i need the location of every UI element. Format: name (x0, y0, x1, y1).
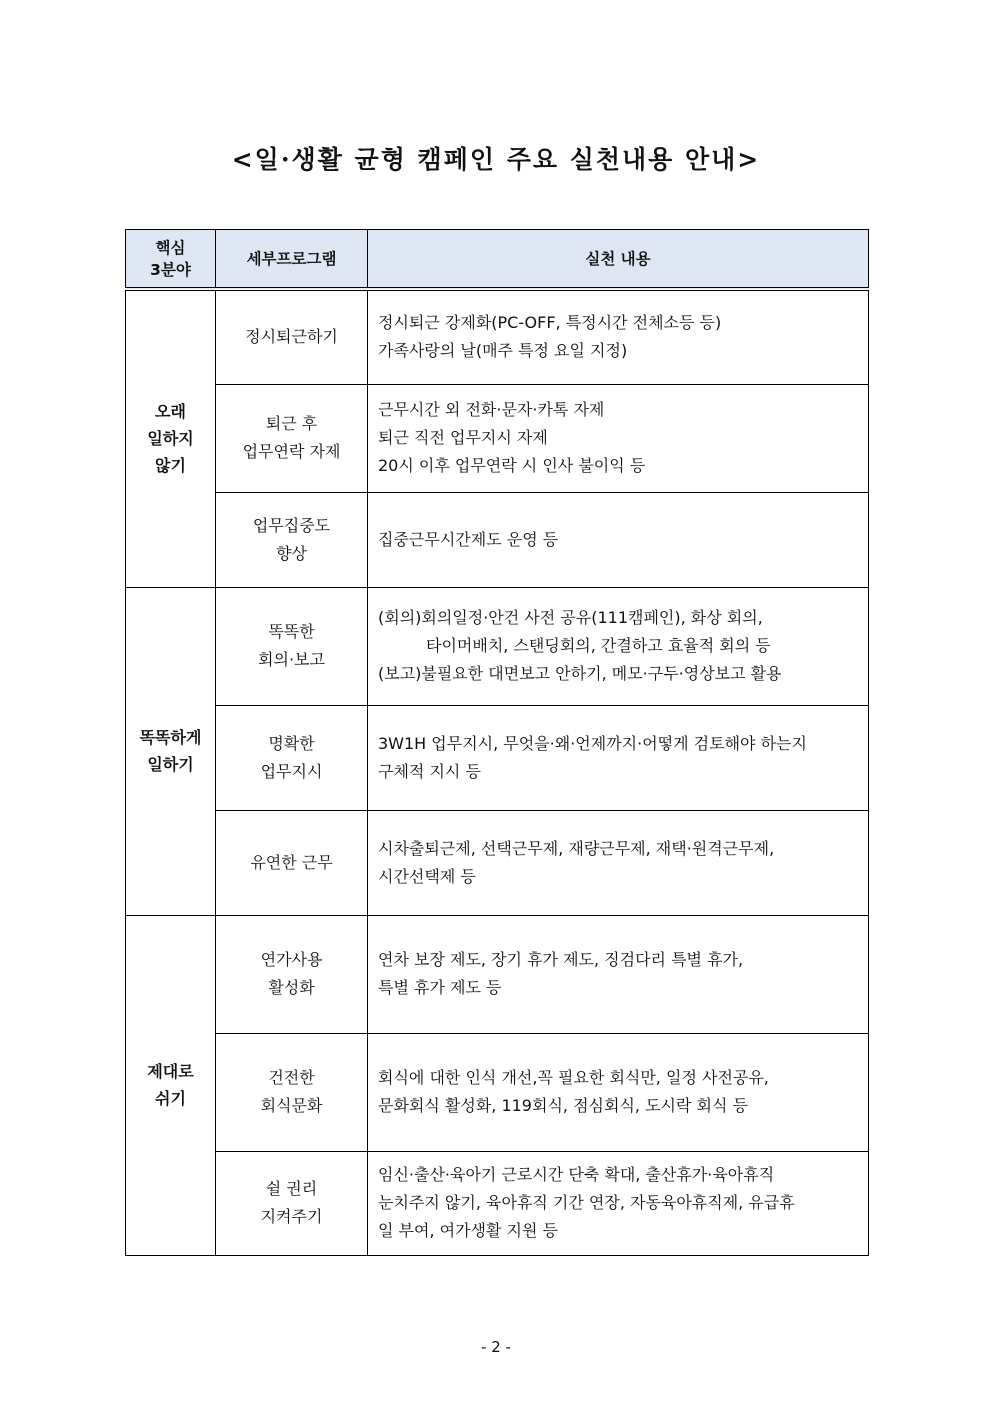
program-line: 퇴근 후 (265, 414, 318, 433)
program-line: 쉴 권리 (265, 1179, 318, 1198)
category-line: 않기 (155, 456, 186, 476)
category-cell (126, 289, 216, 587)
content-line: 문화회식 활성화, 119회식, 점심회식, 도시락 회식 등 (378, 1096, 748, 1115)
header-content: 실천 내용 (368, 230, 869, 290)
content-line: (회의)회의일정·안건 사전 공유(111캠페인), 화상 회의, (378, 608, 763, 627)
program-cell (216, 587, 368, 705)
content-cell (368, 492, 869, 587)
program-line: 명확한 (268, 733, 315, 753)
category-line: 일하지 (147, 429, 194, 449)
program-line: 회식문화 (260, 1096, 323, 1115)
table-row (126, 289, 869, 384)
content-line: 가족사랑의 날(매주 특정 요일 지정) (378, 341, 628, 361)
page-title: <일·생활 균형 캠페인 주요 실천내용 안내> (231, 145, 761, 174)
program-line: 향상 (276, 543, 307, 563)
content-line: (보고)불필요한 대면보고 안하기, 메모·구두·영상보고 활용 (378, 664, 782, 683)
content-line: 퇴근 직전 업무지시 자제 (378, 428, 548, 447)
category-line: 일하기 (147, 755, 194, 774)
content-line: 3W1H 업무지시, 무엇을·왜·언제까지·어떻게 검토해야 하는지 (378, 733, 807, 753)
table-row (126, 705, 869, 810)
practice-table (125, 229, 869, 1256)
table-row (126, 587, 869, 705)
program-cell (216, 915, 368, 1033)
table-row (126, 1033, 869, 1151)
category-cell (126, 587, 216, 915)
program-cell (216, 705, 368, 810)
program-line: 업무집중도 (252, 515, 331, 535)
program-line: 연가사용 (260, 950, 323, 969)
content-line: 임신·출산·육아기 근로시간 단축 확대, 출산휴가·육아휴직 (378, 1165, 775, 1184)
content-cell (368, 587, 869, 705)
category-line: 오래 (155, 402, 186, 422)
program-cell (216, 1151, 368, 1255)
program-line: 회의·보고 (258, 650, 325, 669)
content-cell (368, 1033, 869, 1151)
content-cell (368, 289, 869, 384)
content-line: 연차 보장 제도, 장기 휴가 제도, 징검다리 특별 휴가, (378, 950, 744, 969)
content-line: 근무시간 외 전화·문자·카톡 자제 (378, 400, 605, 419)
content-cell (368, 705, 869, 810)
table-row (126, 915, 869, 1033)
program-line: 활성화 (268, 978, 315, 997)
content-line: 타이머배치, 스탠딩회의, 간결하고 효율적 회의 등 (426, 636, 771, 655)
content-line: 일 부여, 여가생활 지원 등 (378, 1221, 558, 1240)
header-program: 세부프로그램 (216, 230, 368, 290)
program-cell (216, 492, 368, 587)
content-line: 회식에 대한 인식 개선,꼭 필요한 회식만, 일정 사전공유, (378, 1068, 769, 1087)
content-line: 20시 이후 업무연락 시 인사 불이익 등 (378, 456, 646, 475)
table-row (126, 492, 869, 587)
content-line: 특별 휴가 제도 등 (378, 978, 502, 997)
header-category (126, 230, 216, 290)
content-cell (368, 915, 869, 1033)
header-category-line: 3분야 (150, 260, 191, 279)
category-line: 쉬기 (155, 1089, 186, 1108)
program-line: 지켜주기 (260, 1207, 323, 1226)
program-line: 업무지시 (260, 761, 323, 781)
content-cell (368, 810, 869, 915)
program-cell (216, 384, 368, 492)
table-row (126, 384, 869, 492)
program-cell (216, 810, 368, 915)
category-line: 제대로 (147, 1062, 194, 1081)
header-category-line: 핵심 (155, 238, 186, 257)
table-row (126, 810, 869, 915)
content-cell (368, 1151, 869, 1255)
program-line: 유연한 근무 (250, 852, 333, 872)
program-line: 업무연락 자제 (242, 442, 341, 461)
program-cell (216, 289, 368, 384)
category-cell (126, 915, 216, 1255)
program-line: 똑똑한 (268, 622, 315, 641)
content-line: 정시퇴근 강제화(PC-OFF, 특정시간 전체소등 등) (378, 313, 722, 333)
content-line: 구체적 지시 등 (378, 761, 481, 781)
table-header-row (126, 230, 869, 290)
program-cell (216, 1033, 368, 1151)
program-line: 정시퇴근하기 (245, 327, 338, 347)
content-cell (368, 384, 869, 492)
content-line: 눈치주지 않기, 육아휴직 기간 연장, 자동육아휴직제, 유급휴 (378, 1193, 795, 1212)
category-line: 똑똑하게 (139, 728, 202, 747)
content-line: 시차출퇴근제, 선택근무제, 재량근무제, 재택·원격근무제, (378, 838, 775, 858)
table-row (126, 1151, 869, 1255)
content-line: 시간선택제 등 (378, 866, 476, 886)
content-line: 집중근무시간제도 운영 등 (378, 529, 559, 549)
program-line: 건전한 (268, 1068, 315, 1087)
page-number: - 2 - (481, 1338, 511, 1356)
